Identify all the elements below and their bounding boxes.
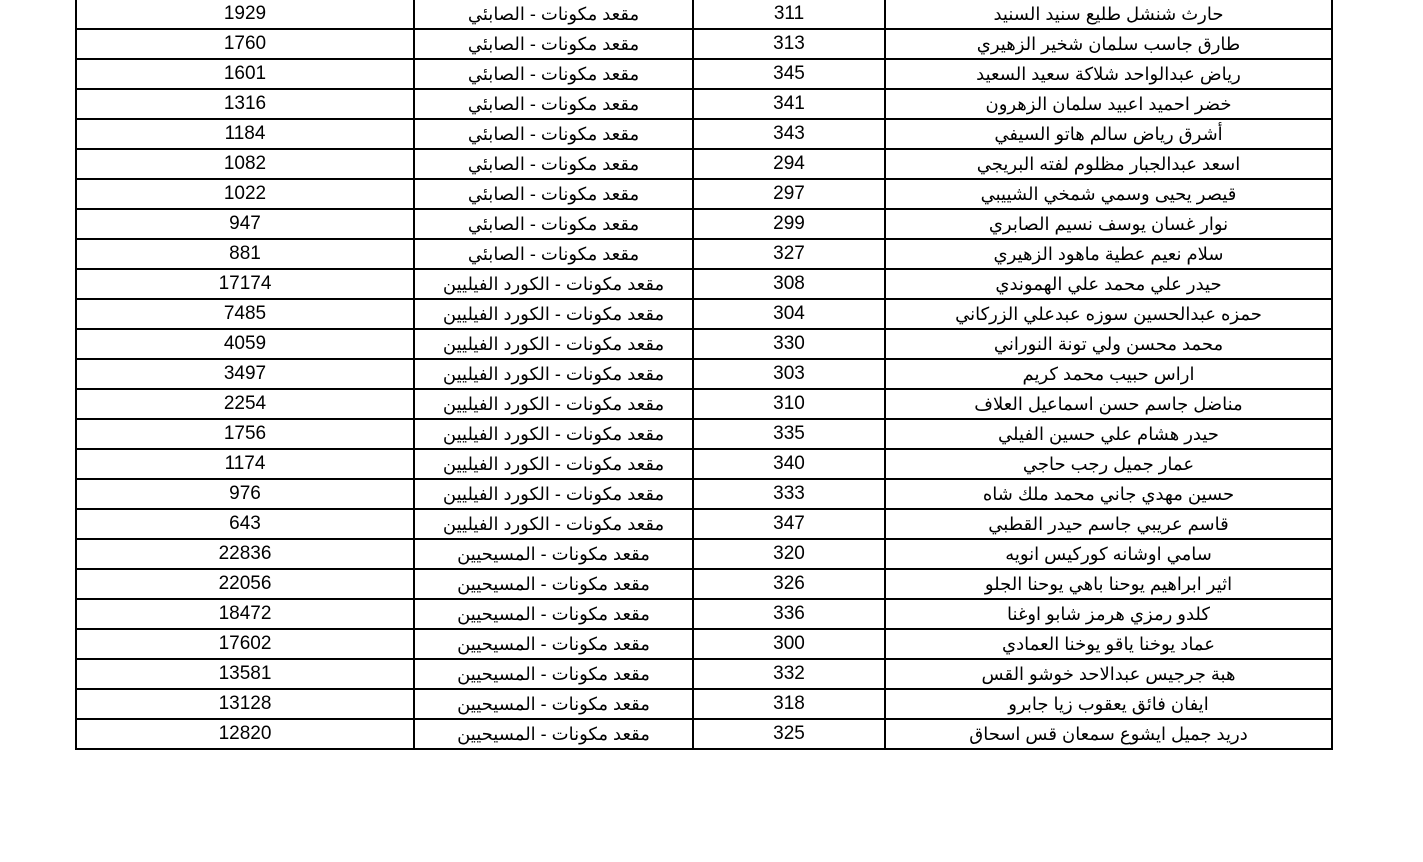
table-row bbox=[76, 89, 1332, 119]
seat-cell: مقعد مكونات - المسيحيين bbox=[414, 539, 693, 569]
table-row bbox=[76, 479, 1332, 509]
votes-cell: 18472 bbox=[76, 599, 414, 629]
candidate-name-cell: خضر احميد اعبيد سلمان الزهرون bbox=[885, 89, 1332, 119]
seat-cell: مقعد مكونات - الصابئي bbox=[414, 0, 693, 29]
votes-cell: 4059 bbox=[76, 329, 414, 359]
votes-cell: 976 bbox=[76, 479, 414, 509]
votes-cell: 1022 bbox=[76, 179, 414, 209]
candidate-name-cell: رياض عبدالواحد شلاكة سعيد السعيد bbox=[885, 59, 1332, 89]
table-row bbox=[76, 719, 1332, 749]
table-row bbox=[76, 509, 1332, 539]
candidate-name-cell: حيدر هشام علي حسين الفيلي bbox=[885, 419, 1332, 449]
candidate-number-cell: 332 bbox=[693, 659, 885, 689]
table-row bbox=[76, 239, 1332, 269]
candidate-number-cell: 320 bbox=[693, 539, 885, 569]
seat-cell: مقعد مكونات - المسيحيين bbox=[414, 629, 693, 659]
votes-cell: 1929 bbox=[76, 0, 414, 29]
candidate-number-cell: 313 bbox=[693, 29, 885, 59]
votes-cell: 643 bbox=[76, 509, 414, 539]
table-row bbox=[76, 629, 1332, 659]
candidate-name-cell: اثير ابراهيم يوحنا باهي يوحنا الجلو bbox=[885, 569, 1332, 599]
table-row bbox=[76, 689, 1332, 719]
seat-cell: مقعد مكونات - الصابئي bbox=[414, 119, 693, 149]
candidate-name-cell: هبة جرجيس عبدالاحد خوشو القس bbox=[885, 659, 1332, 689]
candidate-name-cell: عمار جميل رجب حاجي bbox=[885, 449, 1332, 479]
candidate-name-cell: حيدر علي محمد علي الهموندي bbox=[885, 269, 1332, 299]
table-body bbox=[76, 0, 1332, 749]
candidate-name-cell: سامي اوشانه كوركيس انويه bbox=[885, 539, 1332, 569]
candidate-number-cell: 333 bbox=[693, 479, 885, 509]
votes-cell: 1756 bbox=[76, 419, 414, 449]
votes-cell: 13581 bbox=[76, 659, 414, 689]
candidate-number-cell: 343 bbox=[693, 119, 885, 149]
seat-cell: مقعد مكونات - الصابئي bbox=[414, 149, 693, 179]
votes-cell: 17602 bbox=[76, 629, 414, 659]
candidate-number-cell: 336 bbox=[693, 599, 885, 629]
seat-cell: مقعد مكونات - المسيحيين bbox=[414, 569, 693, 599]
seat-cell: مقعد مكونات - المسيحيين bbox=[414, 599, 693, 629]
votes-cell: 22836 bbox=[76, 539, 414, 569]
table-row bbox=[76, 539, 1332, 569]
candidate-name-cell: اسعد عبدالجبار مظلوم لفته البريجي bbox=[885, 149, 1332, 179]
candidate-number-cell: 311 bbox=[693, 0, 885, 29]
votes-cell: 7485 bbox=[76, 299, 414, 329]
votes-cell: 22056 bbox=[76, 569, 414, 599]
candidate-number-cell: 308 bbox=[693, 269, 885, 299]
candidate-name-cell: قيصر يحيى وسمي شمخي الشييبي bbox=[885, 179, 1332, 209]
candidate-name-cell: محمد محسن ولي تونة النوراني bbox=[885, 329, 1332, 359]
table-row bbox=[76, 389, 1332, 419]
candidate-name-cell: حسين مهدي جاني محمد ملك شاه bbox=[885, 479, 1332, 509]
table-row bbox=[76, 179, 1332, 209]
table-row bbox=[76, 419, 1332, 449]
candidate-name-cell: قاسم عريبي جاسم حيدر القطبي bbox=[885, 509, 1332, 539]
candidate-number-cell: 294 bbox=[693, 149, 885, 179]
seat-cell: مقعد مكونات - المسيحيين bbox=[414, 659, 693, 689]
votes-cell: 947 bbox=[76, 209, 414, 239]
table-row bbox=[76, 29, 1332, 59]
votes-cell: 1082 bbox=[76, 149, 414, 179]
candidate-number-cell: 310 bbox=[693, 389, 885, 419]
candidate-name-cell: سلام نعيم عطية ماهود الزهيري bbox=[885, 239, 1332, 269]
seat-cell: مقعد مكونات - الكورد الفيليين bbox=[414, 389, 693, 419]
seat-cell: مقعد مكونات - الصابئي bbox=[414, 179, 693, 209]
candidate-name-cell: أشرق رياض سالم هاتو السيفي bbox=[885, 119, 1332, 149]
seat-cell: مقعد مكونات - الصابئي bbox=[414, 59, 693, 89]
candidate-name-cell: مناضل جاسم حسن اسماعيل العلاف bbox=[885, 389, 1332, 419]
table-row bbox=[76, 599, 1332, 629]
table-row bbox=[76, 209, 1332, 239]
seat-cell: مقعد مكونات - الصابئي bbox=[414, 29, 693, 59]
seat-cell: مقعد مكونات - الصابئي bbox=[414, 89, 693, 119]
table-row bbox=[76, 59, 1332, 89]
seat-cell: مقعد مكونات - المسيحيين bbox=[414, 689, 693, 719]
candidate-name-cell: حمزه عبدالحسين سوزه عبدعلي الزركاني bbox=[885, 299, 1332, 329]
candidate-number-cell: 300 bbox=[693, 629, 885, 659]
candidate-number-cell: 330 bbox=[693, 329, 885, 359]
votes-cell: 1316 bbox=[76, 89, 414, 119]
seat-cell: مقعد مكونات - الكورد الفيليين bbox=[414, 419, 693, 449]
seat-cell: مقعد مكونات - الكورد الفيليين bbox=[414, 299, 693, 329]
table-row bbox=[76, 0, 1332, 29]
candidate-number-cell: 327 bbox=[693, 239, 885, 269]
candidate-name-cell: نوار غسان يوسف نسيم الصابري bbox=[885, 209, 1332, 239]
votes-cell: 1760 bbox=[76, 29, 414, 59]
candidate-number-cell: 318 bbox=[693, 689, 885, 719]
votes-cell: 881 bbox=[76, 239, 414, 269]
seat-cell: مقعد مكونات - الكورد الفيليين bbox=[414, 479, 693, 509]
candidate-number-cell: 326 bbox=[693, 569, 885, 599]
votes-cell: 17174 bbox=[76, 269, 414, 299]
table-row bbox=[76, 569, 1332, 599]
votes-cell: 12820 bbox=[76, 719, 414, 749]
candidate-number-cell: 341 bbox=[693, 89, 885, 119]
candidate-name-cell: دريد جميل ايشوع سمعان قس اسحاق bbox=[885, 719, 1332, 749]
table-row bbox=[76, 659, 1332, 689]
seat-cell: مقعد مكونات - الكورد الفيليين bbox=[414, 329, 693, 359]
table-row bbox=[76, 329, 1332, 359]
table-row bbox=[76, 359, 1332, 389]
candidate-number-cell: 303 bbox=[693, 359, 885, 389]
table-row bbox=[76, 119, 1332, 149]
table-row bbox=[76, 149, 1332, 179]
seat-cell: مقعد مكونات - الكورد الفيليين bbox=[414, 449, 693, 479]
table-row bbox=[76, 299, 1332, 329]
seat-cell: مقعد مكونات - الكورد الفيليين bbox=[414, 359, 693, 389]
table-row bbox=[76, 269, 1332, 299]
candidate-number-cell: 299 bbox=[693, 209, 885, 239]
candidate-name-cell: اراس حبيب محمد كريم bbox=[885, 359, 1332, 389]
candidate-number-cell: 347 bbox=[693, 509, 885, 539]
votes-cell: 1174 bbox=[76, 449, 414, 479]
seat-cell: مقعد مكونات - الكورد الفيليين bbox=[414, 509, 693, 539]
votes-cell: 1601 bbox=[76, 59, 414, 89]
candidate-name-cell: طارق جاسب سلمان شخير الزهيري bbox=[885, 29, 1332, 59]
candidate-name-cell: ايفان فائق يعقوب زيا جابرو bbox=[885, 689, 1332, 719]
candidate-number-cell: 345 bbox=[693, 59, 885, 89]
seat-cell: مقعد مكونات - الصابئي bbox=[414, 209, 693, 239]
seat-cell: مقعد مكونات - الكورد الفيليين bbox=[414, 269, 693, 299]
candidate-number-cell: 335 bbox=[693, 419, 885, 449]
votes-cell: 13128 bbox=[76, 689, 414, 719]
votes-cell: 1184 bbox=[76, 119, 414, 149]
votes-cell: 2254 bbox=[76, 389, 414, 419]
candidate-number-cell: 340 bbox=[693, 449, 885, 479]
seat-cell: مقعد مكونات - المسيحيين bbox=[414, 719, 693, 749]
candidate-name-cell: كلدو رمزي هرمز شابو اوغنا bbox=[885, 599, 1332, 629]
candidate-number-cell: 304 bbox=[693, 299, 885, 329]
candidate-name-cell: حارث شنشل طليع سنيد السنيد bbox=[885, 0, 1332, 29]
results-table bbox=[75, 0, 1333, 750]
candidate-number-cell: 325 bbox=[693, 719, 885, 749]
candidate-number-cell: 297 bbox=[693, 179, 885, 209]
candidate-name-cell: عماد يوخنا ياقو يوخنا العمادي bbox=[885, 629, 1332, 659]
votes-cell: 3497 bbox=[76, 359, 414, 389]
table-row bbox=[76, 449, 1332, 479]
seat-cell: مقعد مكونات - الصابئي bbox=[414, 239, 693, 269]
